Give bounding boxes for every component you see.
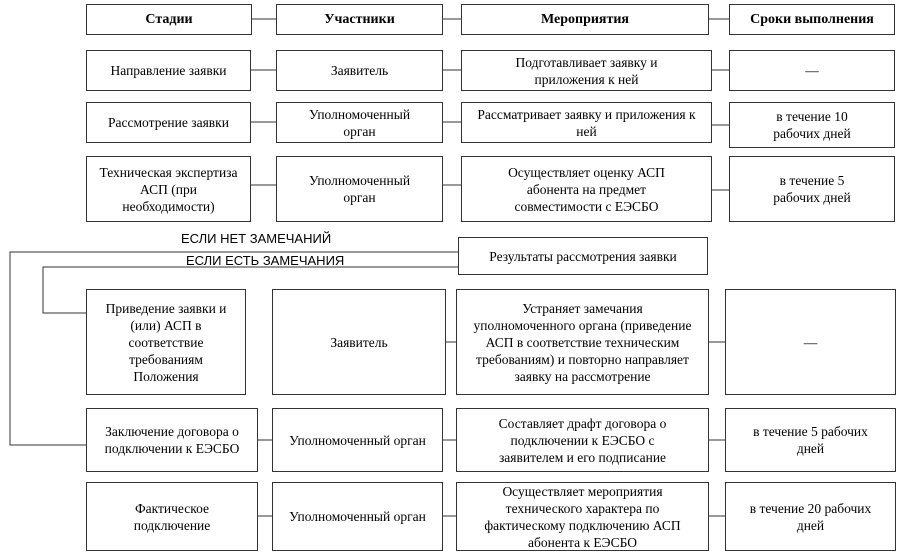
stage-bring-into-compliance: Приведение заявки и (или) АСП в соответствие требованиям Положения [86, 289, 246, 395]
activity-prepare-application: Подготавливает заявку и приложения к ней [461, 50, 712, 91]
stage-actual-connection: Фактическое подключение [86, 482, 258, 551]
participant-authorized-body: Уполномоченный орган [272, 408, 443, 472]
deadline-none: — [725, 289, 896, 395]
activity-fix-remarks: Устраняет замечания уполномоченного органа (приведение АСП в соответствие техническим требованиям) и повторно направляет заявку на рассмотрение [456, 289, 709, 395]
header-activities: Мероприятия [461, 4, 709, 35]
deadline-none: — [729, 50, 895, 91]
deadline-5-days: в течение 5 рабочих дней [729, 156, 895, 222]
participant-applicant: Заявитель [272, 289, 446, 395]
activity-compatibility-assessment: Осуществляет оценку АСП абонента на предмет совместимости с ЕЭСБО [461, 156, 712, 222]
branch-label-no-remarks: ЕСЛИ НЕТ ЗАМЕЧАНИЙ [181, 231, 332, 246]
participant-authorized-body: Уполномоченный орган [276, 156, 443, 222]
stage-contract-conclusion: Заключение договора о подключении к ЕЭСБО [86, 408, 258, 472]
participant-applicant: Заявитель [276, 50, 443, 91]
header-participants: Участники [276, 4, 443, 35]
header-deadlines: Сроки выполнения [729, 4, 895, 35]
stage-technical-expertise: Техническая экспертиза АСП (при необходимости) [86, 156, 251, 222]
activity-actual-connection: Осуществляет мероприятия технического характера по фактическому подключению АСП абонента к ЕЭСБО [456, 482, 709, 551]
deadline-20-days: в течение 20 рабочих дней [725, 482, 896, 551]
deadline-10-days: в течение 10 рабочих дней [729, 102, 895, 148]
header-stages: Стадии [86, 4, 252, 35]
branch-label-has-remarks: ЕСЛИ ЕСТЬ ЗАМЕЧАНИЯ [186, 253, 345, 268]
participant-authorized-body: Уполномоченный орган [272, 482, 443, 551]
stage-application-submission: Направление заявки [86, 50, 251, 91]
activity-review-application: Рассматривает заявку и приложения к ней [461, 102, 712, 143]
participant-authorized-body: Уполномоченный орган [276, 102, 443, 143]
stage-application-review: Рассмотрение заявки [86, 102, 251, 143]
deadline-5-days: в течение 5 рабочих дней [725, 408, 896, 472]
activity-draft-contract: Составляет драфт договора о подключении к ЕЭСБО с заявителем и его подписание [456, 408, 709, 472]
review-results-box: Результаты рассмотрения заявки [458, 237, 708, 275]
